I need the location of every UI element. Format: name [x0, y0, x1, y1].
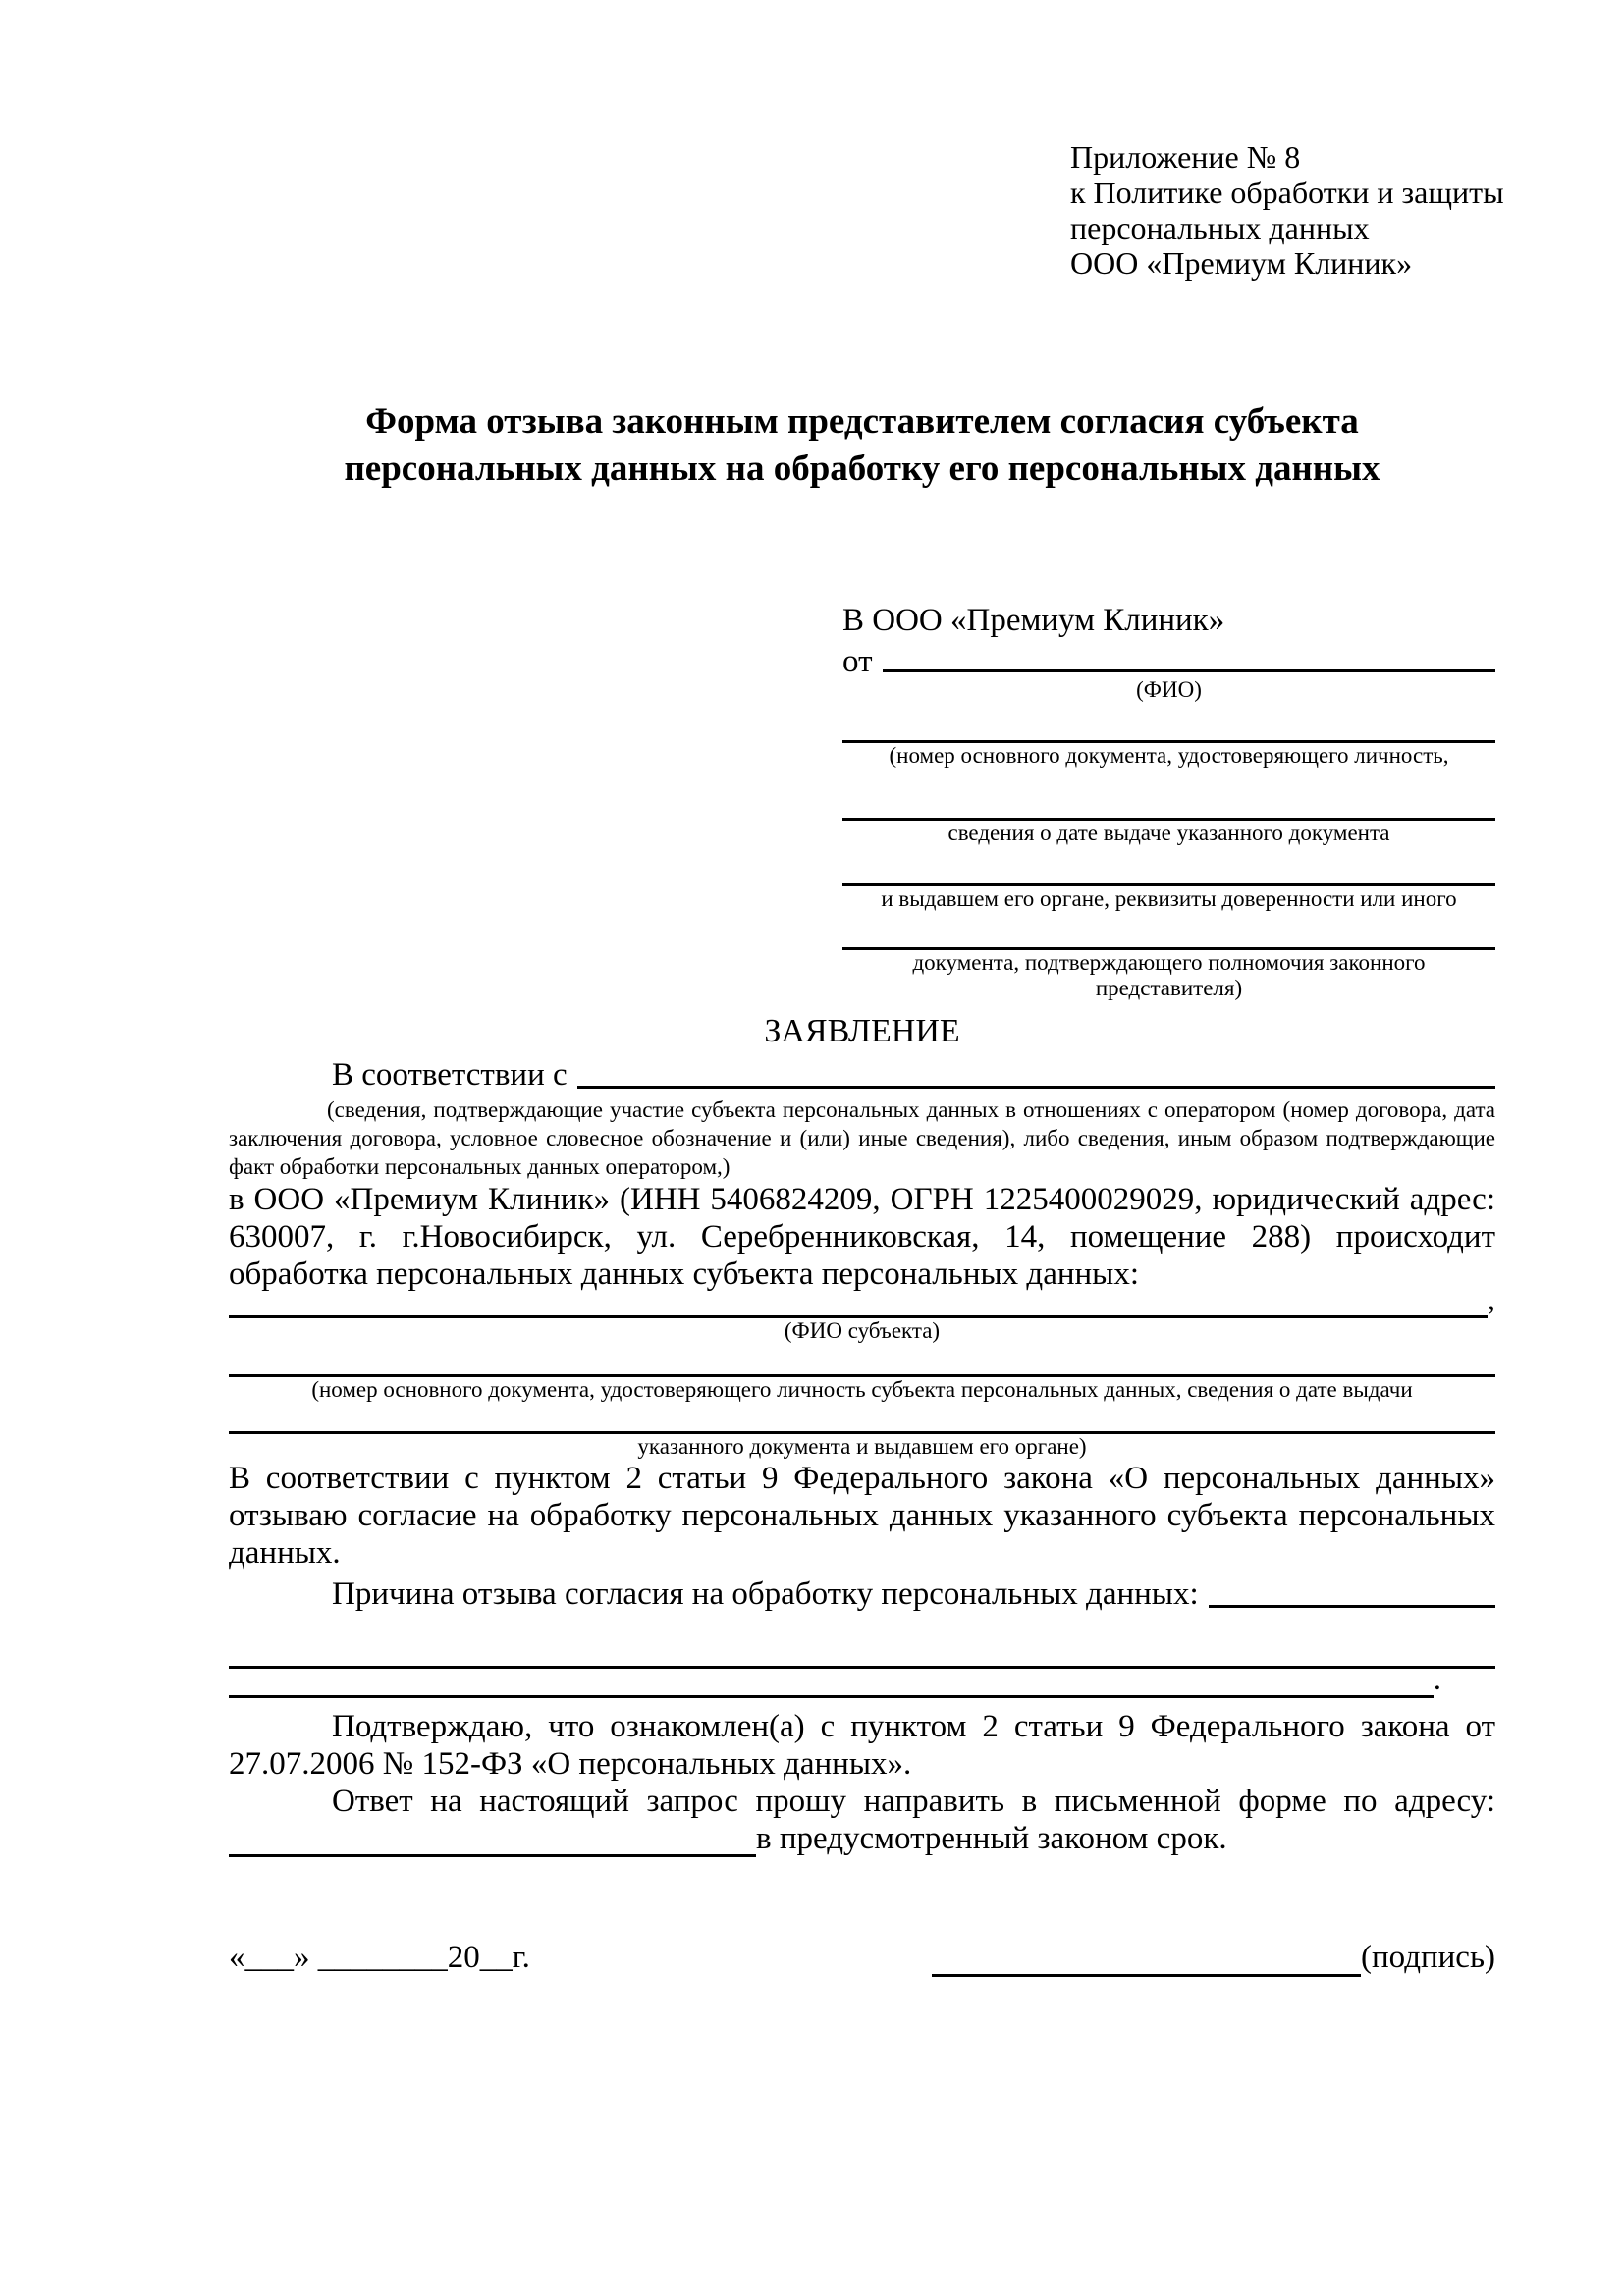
representative-authority-blank-line — [842, 912, 1495, 950]
statement-heading: ЗАЯВЛЕНИЕ — [764, 1013, 960, 1049]
representative-authority-caption: документа, подтверждающего полномочия законного представителя) — [912, 950, 1426, 1000]
fio-blank-line — [883, 642, 1496, 672]
document-number-blank-line — [842, 705, 1495, 743]
explanation-small-print: (сведения, подтверждающие участие субъекта персональных данных в отношениях с оператором (номер договора, дата заключения договора, условное словесное обозначение и (или) иные сведения), либо сведения, иным образом подтверждающие факт обработки персональных данных оператором,) — [229, 1097, 1495, 1179]
signature-group — [932, 1938, 1495, 1977]
reply-address-line2 — [229, 1820, 1495, 1857]
fio-caption: (ФИО) — [1136, 677, 1202, 702]
appendix-header — [1070, 139, 1504, 281]
statement-body — [229, 1013, 1495, 1857]
appendix-header-line: ООО «Премиум Клиник» — [1070, 245, 1413, 281]
appendix-header-line: персональных данных — [1070, 210, 1370, 245]
subject-document-caption1: (номер основного документа, удостоверяющего личность субъекта персональных данных, сведения о дате выдачи — [311, 1377, 1413, 1402]
subject-document-row2 — [229, 1411, 1495, 1434]
reply-address-line1: Ответ на настоящий запрос прошу направить в письменной форме по адресу: — [332, 1784, 1495, 1819]
operator-paragraph: в ООО «Премиум Клиник» (ИНН 5406824209, ОГРН 1225400029029, юридический адрес: 630007, г. г.Новосибирск, ул. Серебренниковская, 14, помещение 288) происходит обработка персональных данных субъекта персональных данных: — [229, 1182, 1495, 1292]
addressee-from-row — [842, 642, 1495, 677]
subject-document-row1 — [229, 1352, 1495, 1377]
addressee-to: В ООО «Премиум Клиник» — [842, 603, 1225, 638]
reason-blank-line — [1209, 1575, 1495, 1608]
reason-continuation-blank-line — [229, 1630, 1495, 1669]
withdraw-paragraph: В соответствии с пунктом 2 статьи 9 Федерального закона «О персональных данных» отзываю согласие на обработку персональных данных указанного субъекта персональных данных. — [229, 1461, 1495, 1571]
signature-row — [229, 1938, 1495, 1977]
according-row — [229, 1056, 1495, 1094]
according-label: В соответствии с — [332, 1057, 568, 1093]
issue-date-blank-line — [842, 782, 1495, 821]
addressee-from-label: от — [842, 644, 873, 679]
reason-row — [229, 1575, 1495, 1613]
date-blank-text: «___» ________20__г. — [229, 1940, 530, 1975]
signature-caption: (подпись) — [1361, 1940, 1495, 1975]
reply-address-suffix: в предусмотренный законом срок. — [756, 1821, 1227, 1856]
document-title — [229, 399, 1495, 493]
appendix-header-line: Приложение № 8 — [1070, 139, 1301, 175]
appendix-header-line: к Политике обработки и защиты — [1070, 175, 1504, 210]
signature-blank-line — [932, 1943, 1361, 1977]
according-blank-line — [577, 1056, 1495, 1089]
reply-address-blank-line — [229, 1825, 756, 1857]
subject-fio-comma: , — [1487, 1282, 1495, 1317]
reason-final-row — [229, 1662, 1441, 1698]
confirm-paragraph: Подтверждаю, что ознакомлен(а) с пунктом 2 статьи 9 Федерального закона от 27.07.2006 № 152-ФЗ «О персональных данных». — [229, 1709, 1495, 1782]
document-title-line1: Форма отзыва законным представителем согласия субъекта — [365, 401, 1359, 442]
subject-fio-row — [229, 1282, 1495, 1318]
subject-fio-caption: (ФИО субъекта) — [784, 1318, 941, 1343]
reason-label: Причина отзыва согласия на обработку персональных данных: — [332, 1576, 1199, 1612]
issuing-authority-blank-line — [842, 848, 1495, 886]
issuing-authority-caption: и выдавшем его органе, реквизиты доверенности или иного — [881, 886, 1457, 911]
subject-document-caption2: указанного документа и выдавшем его органе) — [637, 1434, 1087, 1459]
addressee-block — [842, 601, 1495, 1001]
reason-final-period: . — [1433, 1662, 1441, 1697]
document-number-caption: (номер основного документа, удостоверяющего личность, — [889, 743, 1449, 768]
reason-final-blank-line — [229, 1695, 1434, 1698]
document-title-line2: персональных данных на обработку его персональных данных — [344, 449, 1380, 489]
issue-date-caption: сведения о дате выдаче указанного документа — [947, 821, 1390, 845]
